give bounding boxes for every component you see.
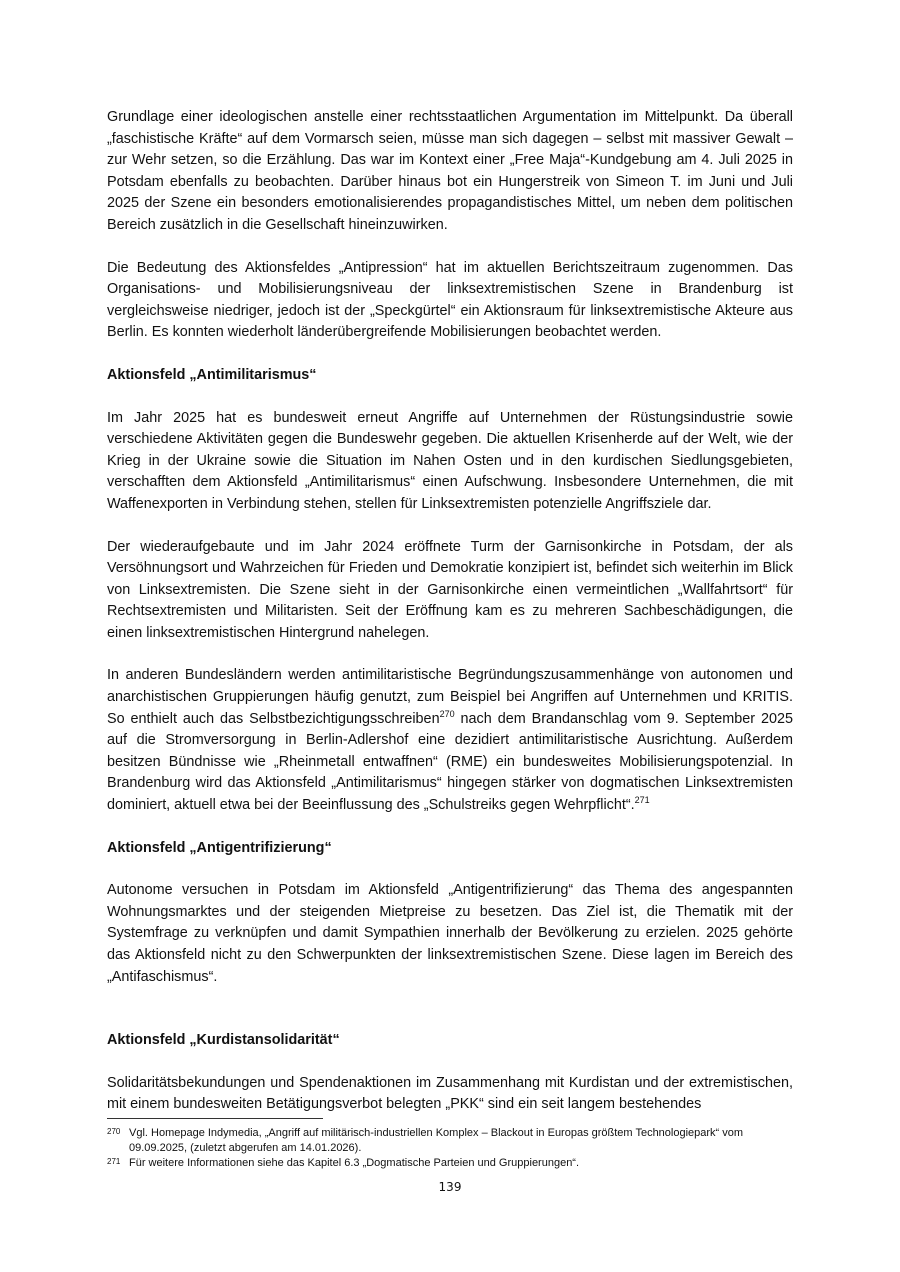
footnote-text: Vgl. Homepage Indymedia, „Angriff auf militärisch-industriellen Komplex – Blackout in Europas größtem Technologiepark“ vom 09.09.2025, (zuletzt abgerufen am 14.01.2026). — [129, 1127, 744, 1154]
paragraph: Grundlage einer ideologischen anstelle einer rechtsstaatlichen Argumentation im Mittelpunkt. Da überall „faschistische Kräfte“ auf dem Vormarsch seien, müsse man sich dagegen – selbst mit massiver Gewalt – zur Wehr setzen, so die Erzählung. Das war im Kontext einer „Free Maja“-Kundgebung am 4. Juli 2025 in Potsdam ebenfalls zu beobachten. Darüber hinaus bot ein Hungerstreik von Simeon T. im Juni und Juli 2025 der Szene ein besonders emotionalisierendes propagandistisches Mittel, um neben dem politischen Bereich zusätzlich in die Gesellschaft hineinzuwirken. — [107, 109, 793, 233]
paragraph: Die Bedeutung des Aktionsfeldes „Antipression“ hat im aktuellen Berichtszeitraum zugenommen. Das Organisations- und Mobilisierungsniveau der linksextremistischen Szene in Brandenburg ist vergleichsweise niedriger, jedoch ist der „Speckgürtel“ ein Aktionsraum für linksextremistische Akteure aus Berlin. Es konnten wiederholt länderübergreifende Mobilisierungen beobachtet werden. — [107, 259, 793, 341]
footnote — [107, 1126, 793, 1156]
footnote-ref[interactable]: 270 — [439, 708, 455, 719]
section-heading-kurdistansolidaritaet: Aktionsfeld „Kurdistansolidarität“ — [107, 1032, 340, 1049]
paragraph: Solidaritätsbekundungen und Spendenaktionen im Zusammenhang mit Kurdistan und der extremistischen, mit einem bundesweiten Betätigungsverbot belegten „PKK“ sind ein seit langem bestehendes — [107, 1074, 793, 1113]
footnote-ref[interactable]: 271 — [634, 795, 650, 806]
footnotes — [107, 1126, 793, 1171]
footnote — [107, 1156, 793, 1171]
paragraph — [107, 665, 793, 816]
page-number: 139 — [438, 1180, 462, 1194]
footnote-number: 270 — [107, 1127, 121, 1136]
paragraph-text: In anderen Bundesländern werden antimilitaristische Begründungszusammenhänge von autonomen und anarchistischen Gruppierungen häufig genutzt, zum Beispiel bei Angriffen auf Unternehmen und KRITIS. So enthielt auch das Selbstbezichtigungsschreiben — [107, 667, 793, 727]
footnote-text: Für weitere Informationen siehe das Kapitel 6.3 „Dogmatische Parteien und Gruppierungen“. — [129, 1157, 580, 1169]
footnote-number: 271 — [107, 1157, 121, 1166]
section-heading-antigentrifizierung: Aktionsfeld „Antigentrifizierung“ — [107, 839, 332, 856]
paragraph: Autonome versuchen in Potsdam im Aktionsfeld „Antigentrifizierung“ das Thema des angespannten Wohnungsmarktes und der steigenden Mietpreise zu besetzen. Das Ziel ist, die Thematik mit der Systemfrage zu verknüpfen und damit Sympathien innerhalb der Bevölkerung zu erzielen. 2025 gehörte das Aktionsfeld nicht zu den Schwerpunkten der linksextremistischen Szene. Diese lagen im Bereich des „Antifaschismus“. — [107, 882, 793, 985]
paragraph: Im Jahr 2025 hat es bundesweit erneut Angriffe auf Unternehmen der Rüstungsindustrie sowie verschiedene Aktivitäten gegen die Bundeswehr gegeben. Die aktuellen Krisenherde auf der Welt, wie der Krieg in der Ukraine sowie die Situation im Nahen Osten und in den kurdischen Siedlungsgebieten, verschafften dem Aktionsfeld „Antimilitarismus“ einen Aufschwung. Insbesondere Unternehmen, die mit Waffenexporten in Verbindung stehen, stellen für Linksextremisten potenzielle Angriffsziele dar. — [107, 409, 793, 512]
paragraph: Der wiederaufgebaute und im Jahr 2024 eröffnete Turm der Garnisonkirche in Potsdam, der als Versöhnungsort und Wahrzeichen für Frieden und Demokratie konzipiert ist, befindet sich weiterhin im Blick von Linksextremisten. Die Szene sieht in der Garnisonkirche einen vermeintlichen „Wallfahrtsort“ für Rechtsextremisten und Militaristen. Seit der Eröffnung kam es zu mehreren Sachbeschädigungen, die einen linksextremistischen Hintergrund nahelegen. — [107, 538, 793, 641]
footnote-separator — [107, 1118, 323, 1119]
section-heading-antimilitarismus: Aktionsfeld „Antimilitarismus“ — [107, 366, 317, 383]
document-body — [107, 107, 793, 1137]
paragraph-text: nach dem Brandanschlag vom 9. September 2025 auf die Stromversorgung in Berlin-Adlershof eine dezidiert antimilitaristische Ausrichtung. Außerdem besitzen Bündnisse wie „Rheinmetall entwaffnen“ (RME) ein bundesweites Mobilisierungspotenzial. In Brandenburg wird das Aktionsfeld „Antimilitarismus“ hingegen stärker von dogmatischen Linksextremisten dominiert, aktuell etwa bei der Beeinflussung des „Schulstreiks gegen Wehrpflicht“. — [107, 710, 793, 814]
